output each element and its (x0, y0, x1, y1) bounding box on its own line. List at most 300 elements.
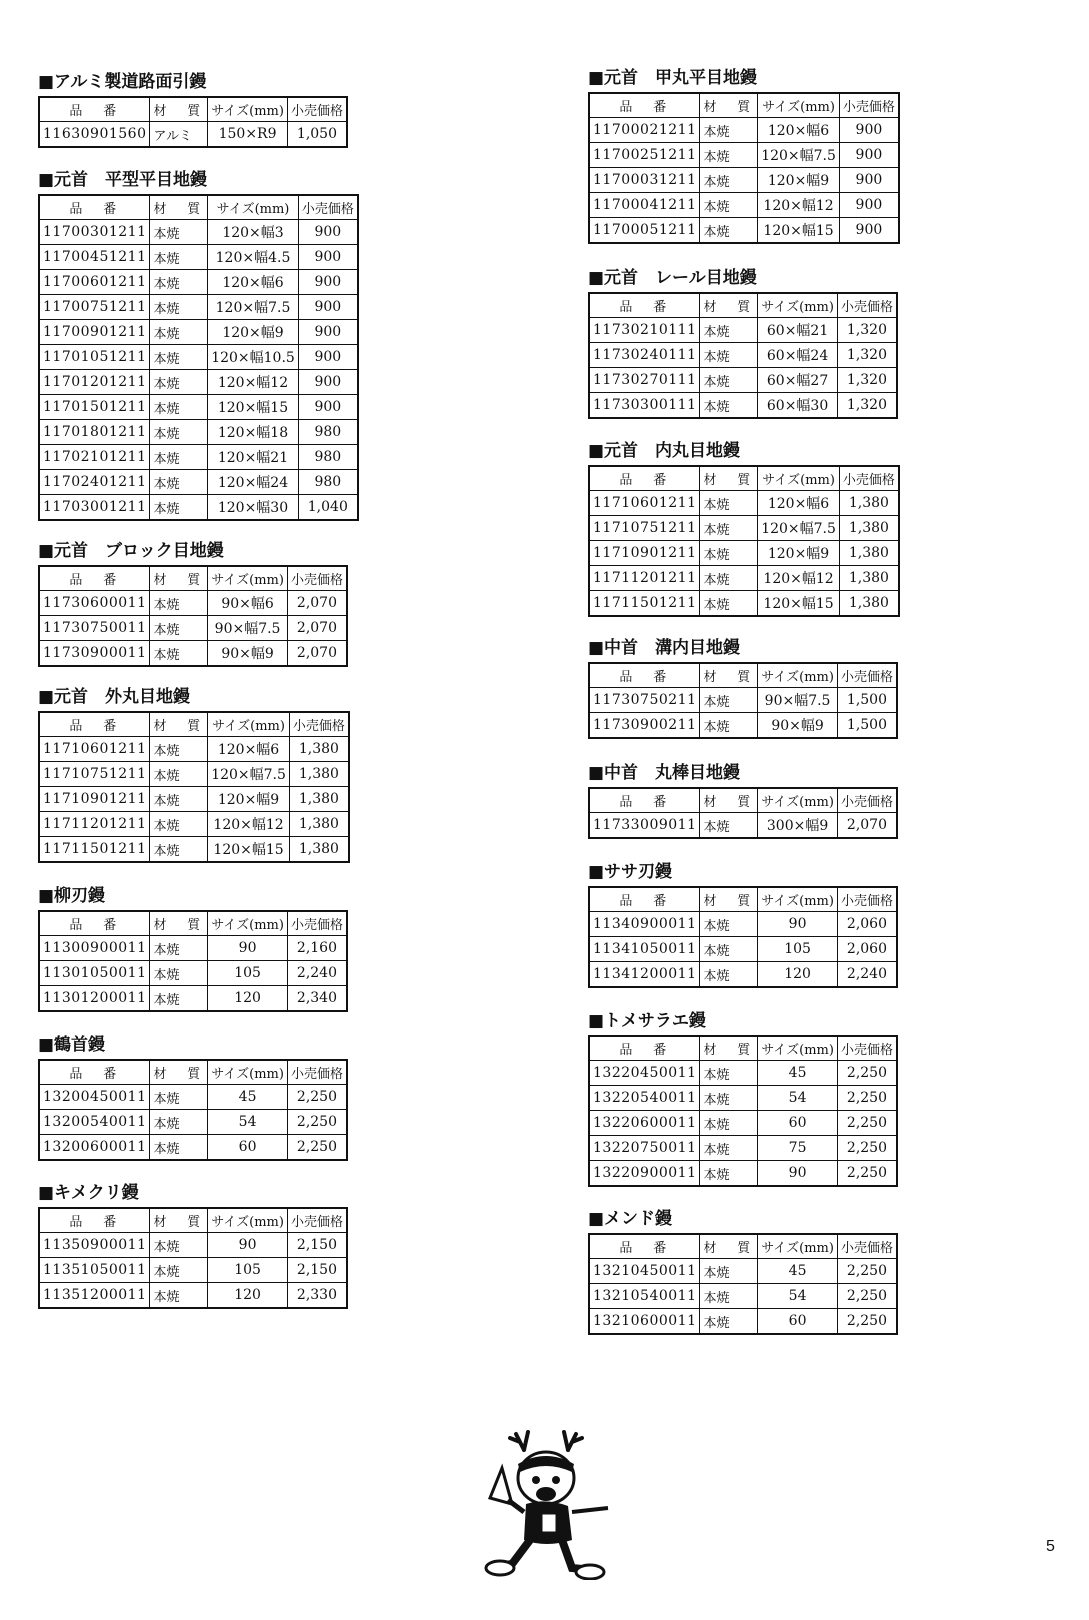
table-row (589, 143, 899, 168)
material-cell: 本焼 (700, 937, 758, 962)
table-row (39, 1283, 347, 1309)
material-cell: 本焼 (700, 491, 758, 516)
table-row (39, 641, 347, 667)
product-number-cell: 11730600011 (39, 591, 150, 616)
table-row (589, 688, 897, 713)
table-row (39, 445, 358, 470)
material-cell: 本焼 (700, 516, 758, 541)
material-cell: 本焼 (150, 420, 208, 445)
price-cell: 900 (298, 395, 358, 420)
material-cell: 本焼 (700, 118, 758, 143)
section-title: ■中首 丸棒目地鏝 (588, 763, 741, 783)
product-table (38, 1059, 348, 1161)
column-header-price: 小売価格 (837, 663, 897, 688)
column-header-material: 材 質 (150, 1060, 208, 1085)
section-title: ■元首 レール目地鏝 (588, 268, 757, 288)
product-number-cell: 11711201211 (39, 812, 150, 837)
column-header-no: 品 番 (589, 1036, 700, 1061)
column-header-material: 材 質 (150, 712, 208, 737)
product-number-cell: 13210540011 (589, 1284, 700, 1309)
material-cell: 本焼 (700, 912, 758, 937)
price-cell: 2,330 (287, 1283, 347, 1309)
material-cell: 本焼 (700, 713, 758, 739)
size-cell: 90×幅7.5 (208, 616, 288, 641)
product-number-cell: 11630901560 (39, 122, 150, 148)
product-number-cell: 11730270111 (589, 368, 700, 393)
table-header-row (589, 93, 899, 118)
product-number-cell: 11700301211 (39, 220, 150, 245)
size-cell: 120 (758, 962, 838, 988)
price-cell: 2,070 (287, 616, 347, 641)
material-cell: 本焼 (150, 737, 208, 762)
column-header-no: 品 番 (589, 663, 700, 688)
product-number-cell: 13210450011 (589, 1259, 700, 1284)
table-row (39, 1110, 347, 1135)
product-section (588, 638, 898, 739)
column-header-no: 品 番 (39, 1208, 150, 1233)
price-cell: 2,240 (287, 961, 347, 986)
product-number-cell: 13220540011 (589, 1086, 700, 1111)
product-number-cell: 11341050011 (589, 937, 700, 962)
table-row (589, 318, 897, 343)
material-cell: 本焼 (150, 1283, 208, 1309)
product-number-cell: 11711501211 (589, 591, 700, 617)
material-cell: 本焼 (150, 641, 208, 667)
material-cell: 本焼 (150, 220, 208, 245)
product-number-cell: 11710901211 (39, 787, 150, 812)
material-cell: 本焼 (700, 318, 758, 343)
material-cell: 本焼 (150, 1085, 208, 1110)
price-cell: 2,070 (287, 641, 347, 667)
column-header-price: 小売価格 (839, 466, 899, 491)
material-cell: 本焼 (700, 1309, 758, 1335)
table-header-row (39, 195, 358, 220)
table-row (39, 295, 358, 320)
table-row (39, 345, 358, 370)
product-number-cell: 11733009011 (589, 813, 700, 839)
price-cell: 1,500 (837, 688, 897, 713)
product-number-cell: 13220450011 (589, 1061, 700, 1086)
product-number-cell: 11700051211 (589, 218, 700, 244)
table-row (39, 591, 347, 616)
product-number-cell: 13210600011 (589, 1309, 700, 1335)
column-header-no: 品 番 (589, 788, 700, 813)
table-row (39, 470, 358, 495)
material-cell: 本焼 (150, 837, 208, 863)
size-cell: 54 (758, 1086, 838, 1111)
column-header-no: 品 番 (39, 97, 150, 122)
table-row (39, 1258, 347, 1283)
table-row (589, 541, 899, 566)
product-number-cell: 13220900011 (589, 1161, 700, 1187)
price-cell: 1,380 (839, 566, 899, 591)
product-table (588, 886, 898, 988)
column-header-price: 小売価格 (289, 712, 349, 737)
table-row (589, 491, 899, 516)
price-cell: 2,250 (837, 1161, 897, 1187)
size-cell: 60×幅21 (758, 318, 838, 343)
price-cell: 2,150 (287, 1233, 347, 1258)
price-cell: 900 (298, 220, 358, 245)
price-cell: 1,320 (837, 368, 897, 393)
size-cell: 120×幅10.5 (208, 345, 299, 370)
product-table (588, 1035, 898, 1187)
column-header-material: 材 質 (700, 1234, 758, 1259)
table-row (39, 1233, 347, 1258)
price-cell: 900 (298, 295, 358, 320)
size-cell: 120×幅12 (758, 193, 840, 218)
section-title: ■アルミ製道路面引鏝 (38, 72, 207, 92)
product-section (38, 170, 359, 521)
size-cell: 90 (758, 912, 838, 937)
price-cell: 1,380 (289, 787, 349, 812)
column-header-material: 材 質 (700, 93, 758, 118)
page-number: 5 (1046, 1538, 1055, 1555)
table-row (39, 1135, 347, 1161)
product-number-cell: 11710751211 (589, 516, 700, 541)
product-section (588, 1011, 898, 1187)
table-row (589, 1309, 897, 1335)
material-cell: 本焼 (150, 986, 208, 1012)
column-header-size: サイズ(mm) (758, 663, 838, 688)
table-header-row (39, 1208, 347, 1233)
size-cell: 75 (758, 1136, 838, 1161)
table-header-row (39, 1060, 347, 1085)
product-number-cell: 11730750011 (39, 616, 150, 641)
table-row (589, 962, 897, 988)
table-row (39, 1085, 347, 1110)
product-number-cell: 11700601211 (39, 270, 150, 295)
column-header-size: サイズ(mm) (758, 466, 840, 491)
product-section (588, 1209, 898, 1335)
table-row (589, 343, 897, 368)
price-cell: 1,380 (289, 762, 349, 787)
column-header-material: 材 質 (150, 1208, 208, 1233)
column-header-size: サイズ(mm) (208, 566, 288, 591)
size-cell: 120×幅6 (758, 118, 840, 143)
table-row (39, 320, 358, 345)
price-cell: 980 (298, 420, 358, 445)
size-cell: 120×幅3 (208, 220, 299, 245)
price-cell: 2,250 (287, 1110, 347, 1135)
section-title: ■元首 甲丸平目地鏝 (588, 68, 758, 88)
table-row (589, 713, 897, 739)
price-cell: 1,380 (289, 837, 349, 863)
material-cell: 本焼 (150, 1258, 208, 1283)
size-cell: 90×幅9 (758, 713, 838, 739)
size-cell: 54 (208, 1110, 288, 1135)
material-cell: 本焼 (150, 395, 208, 420)
table-row (39, 122, 347, 148)
material-cell: アルミ (150, 122, 208, 148)
column-header-no: 品 番 (589, 1234, 700, 1259)
column-header-material: 材 質 (700, 788, 758, 813)
column-header-material: 材 質 (700, 887, 758, 912)
size-cell: 120×幅15 (208, 837, 290, 863)
material-cell: 本焼 (150, 936, 208, 961)
section-title: ■元首 平型平目地鏝 (38, 170, 208, 190)
price-cell: 1,050 (287, 122, 347, 148)
column-header-no: 品 番 (589, 93, 700, 118)
column-header-size: サイズ(mm) (758, 93, 840, 118)
table-row (589, 218, 899, 244)
column-header-size: サイズ(mm) (758, 1036, 838, 1061)
size-cell: 90 (758, 1161, 838, 1187)
size-cell: 120×幅21 (208, 445, 299, 470)
price-cell: 2,250 (837, 1284, 897, 1309)
material-cell: 本焼 (150, 370, 208, 395)
column-header-price: 小売価格 (837, 1036, 897, 1061)
material-cell: 本焼 (150, 345, 208, 370)
product-number-cell: 11700041211 (589, 193, 700, 218)
price-cell: 2,340 (287, 986, 347, 1012)
price-cell: 2,250 (837, 1259, 897, 1284)
product-number-cell: 11701801211 (39, 420, 150, 445)
product-number-cell: 11710751211 (39, 762, 150, 787)
material-cell: 本焼 (150, 787, 208, 812)
product-number-cell: 11351200011 (39, 1283, 150, 1309)
column-header-no: 品 番 (589, 887, 700, 912)
table-header-row (589, 293, 897, 318)
price-cell: 2,160 (287, 936, 347, 961)
price-cell: 900 (298, 270, 358, 295)
table-row (39, 936, 347, 961)
column-header-material: 材 質 (150, 97, 208, 122)
product-number-cell: 11700451211 (39, 245, 150, 270)
section-title: ■鶴首鏝 (38, 1035, 106, 1055)
product-section (38, 886, 348, 1012)
size-cell: 105 (208, 961, 288, 986)
section-title: ■メンド鏝 (588, 1209, 673, 1229)
product-number-cell: 13200540011 (39, 1110, 150, 1135)
product-section (588, 441, 900, 617)
material-cell: 本焼 (150, 295, 208, 320)
product-table (38, 96, 348, 148)
column-header-size: サイズ(mm) (758, 788, 838, 813)
table-row (589, 516, 899, 541)
table-row (39, 270, 358, 295)
size-cell: 120×幅30 (208, 495, 299, 521)
product-number-cell: 11703001211 (39, 495, 150, 521)
product-table (588, 662, 898, 739)
size-cell: 120×幅9 (208, 320, 299, 345)
table-row (39, 737, 349, 762)
price-cell: 900 (839, 218, 899, 244)
column-header-size: サイズ(mm) (208, 712, 290, 737)
table-row (39, 370, 358, 395)
column-header-size: サイズ(mm) (208, 1060, 288, 1085)
table-row (39, 420, 358, 445)
product-number-cell: 11341200011 (589, 962, 700, 988)
column-header-price: 小売価格 (287, 97, 347, 122)
price-cell: 1,380 (839, 491, 899, 516)
table-row (589, 1284, 897, 1309)
table-row (589, 1259, 897, 1284)
size-cell: 120×幅18 (208, 420, 299, 445)
size-cell: 90×幅7.5 (758, 688, 838, 713)
size-cell: 120 (208, 1283, 288, 1309)
size-cell: 120×幅12 (208, 812, 290, 837)
column-header-no: 品 番 (39, 566, 150, 591)
price-cell: 2,060 (837, 912, 897, 937)
size-cell: 300×幅9 (758, 813, 838, 839)
product-number-cell: 11301200011 (39, 986, 150, 1012)
column-header-price: 小売価格 (837, 788, 897, 813)
material-cell: 本焼 (700, 193, 758, 218)
section-title: ■柳刃鏝 (38, 886, 106, 906)
material-cell: 本焼 (700, 218, 758, 244)
column-header-size: サイズ(mm) (208, 195, 299, 220)
price-cell: 1,380 (839, 591, 899, 617)
table-row (589, 393, 897, 419)
column-header-price: 小売価格 (287, 1060, 347, 1085)
price-cell: 900 (839, 193, 899, 218)
column-header-no: 品 番 (39, 195, 150, 220)
mascot-illustration (472, 1428, 620, 1580)
material-cell: 本焼 (150, 1135, 208, 1161)
product-table (38, 711, 350, 863)
material-cell: 本焼 (150, 445, 208, 470)
material-cell: 本焼 (700, 541, 758, 566)
product-section (38, 541, 348, 667)
price-cell: 1,320 (837, 318, 897, 343)
product-section (588, 862, 898, 988)
table-row (39, 220, 358, 245)
column-header-no: 品 番 (589, 466, 700, 491)
price-cell: 980 (298, 445, 358, 470)
column-header-no: 品 番 (589, 293, 700, 318)
material-cell: 本焼 (150, 270, 208, 295)
table-header-row (589, 1036, 897, 1061)
size-cell: 120×幅6 (208, 737, 290, 762)
product-number-cell: 11701201211 (39, 370, 150, 395)
product-number-cell: 11300900011 (39, 936, 150, 961)
material-cell: 本焼 (150, 1233, 208, 1258)
price-cell: 1,380 (289, 737, 349, 762)
size-cell: 105 (758, 937, 838, 962)
table-row (589, 1086, 897, 1111)
material-cell: 本焼 (150, 591, 208, 616)
price-cell: 900 (298, 345, 358, 370)
column-header-price: 小売価格 (287, 1208, 347, 1233)
material-cell: 本焼 (700, 1136, 758, 1161)
price-cell: 900 (298, 245, 358, 270)
size-cell: 90 (208, 1233, 288, 1258)
column-header-no: 品 番 (39, 712, 150, 737)
price-cell: 2,250 (837, 1111, 897, 1136)
table-header-row (39, 712, 349, 737)
material-cell: 本焼 (700, 813, 758, 839)
section-title: ■トメサラエ鏝 (588, 1011, 706, 1031)
column-header-material: 材 質 (700, 663, 758, 688)
product-number-cell: 11730240111 (589, 343, 700, 368)
column-header-no: 品 番 (39, 911, 150, 936)
column-header-material: 材 質 (700, 1036, 758, 1061)
material-cell: 本焼 (700, 591, 758, 617)
product-number-cell: 11702401211 (39, 470, 150, 495)
material-cell: 本焼 (150, 762, 208, 787)
material-cell: 本焼 (700, 1111, 758, 1136)
material-cell: 本焼 (700, 962, 758, 988)
size-cell: 120×幅9 (758, 541, 840, 566)
product-table (588, 787, 898, 839)
product-section (38, 1183, 348, 1309)
table-row (589, 912, 897, 937)
material-cell: 本焼 (700, 343, 758, 368)
table-row (589, 193, 899, 218)
size-cell: 120×幅12 (208, 370, 299, 395)
size-cell: 45 (758, 1259, 838, 1284)
material-cell: 本焼 (700, 1086, 758, 1111)
size-cell: 90 (208, 936, 288, 961)
material-cell: 本焼 (700, 688, 758, 713)
material-cell: 本焼 (700, 566, 758, 591)
price-cell: 1,380 (839, 516, 899, 541)
table-row (39, 616, 347, 641)
table-row (589, 1061, 897, 1086)
table-row (589, 168, 899, 193)
product-section (588, 268, 898, 419)
product-table (38, 1207, 348, 1309)
column-header-size: サイズ(mm) (758, 887, 838, 912)
size-cell: 120×幅15 (758, 591, 840, 617)
product-table (38, 565, 348, 667)
table-row (39, 762, 349, 787)
product-table (588, 92, 900, 244)
column-header-no: 品 番 (39, 1060, 150, 1085)
material-cell: 本焼 (150, 495, 208, 521)
price-cell: 1,380 (289, 812, 349, 837)
column-header-size: サイズ(mm) (758, 293, 838, 318)
product-number-cell: 11701051211 (39, 345, 150, 370)
column-header-size: サイズ(mm) (208, 911, 288, 936)
size-cell: 120×幅15 (758, 218, 840, 244)
column-header-material: 材 質 (700, 466, 758, 491)
product-number-cell: 11700751211 (39, 295, 150, 320)
table-row (39, 245, 358, 270)
material-cell: 本焼 (150, 320, 208, 345)
size-cell: 150×R9 (208, 122, 288, 148)
product-table (588, 465, 900, 617)
price-cell: 1,320 (837, 393, 897, 419)
size-cell: 60 (208, 1135, 288, 1161)
material-cell: 本焼 (150, 812, 208, 837)
size-cell: 120×幅7.5 (208, 295, 299, 320)
product-number-cell: 11710901211 (589, 541, 700, 566)
price-cell: 900 (839, 118, 899, 143)
table-row (39, 837, 349, 863)
material-cell: 本焼 (150, 1110, 208, 1135)
table-header-row (589, 788, 897, 813)
product-table (38, 194, 359, 521)
product-number-cell: 11700031211 (589, 168, 700, 193)
material-cell: 本焼 (700, 368, 758, 393)
table-row (589, 813, 897, 839)
price-cell: 1,320 (837, 343, 897, 368)
price-cell: 2,250 (837, 1086, 897, 1111)
material-cell: 本焼 (700, 1284, 758, 1309)
product-number-cell: 11700901211 (39, 320, 150, 345)
product-number-cell: 11702101211 (39, 445, 150, 470)
price-cell: 2,070 (837, 813, 897, 839)
section-title: ■キメクリ鏝 (38, 1183, 139, 1203)
price-cell: 900 (298, 320, 358, 345)
section-title: ■元首 ブロック目地鏝 (38, 541, 224, 561)
table-row (39, 787, 349, 812)
column-header-size: サイズ(mm) (208, 97, 288, 122)
material-cell: 本焼 (150, 961, 208, 986)
size-cell: 120×幅9 (758, 168, 840, 193)
